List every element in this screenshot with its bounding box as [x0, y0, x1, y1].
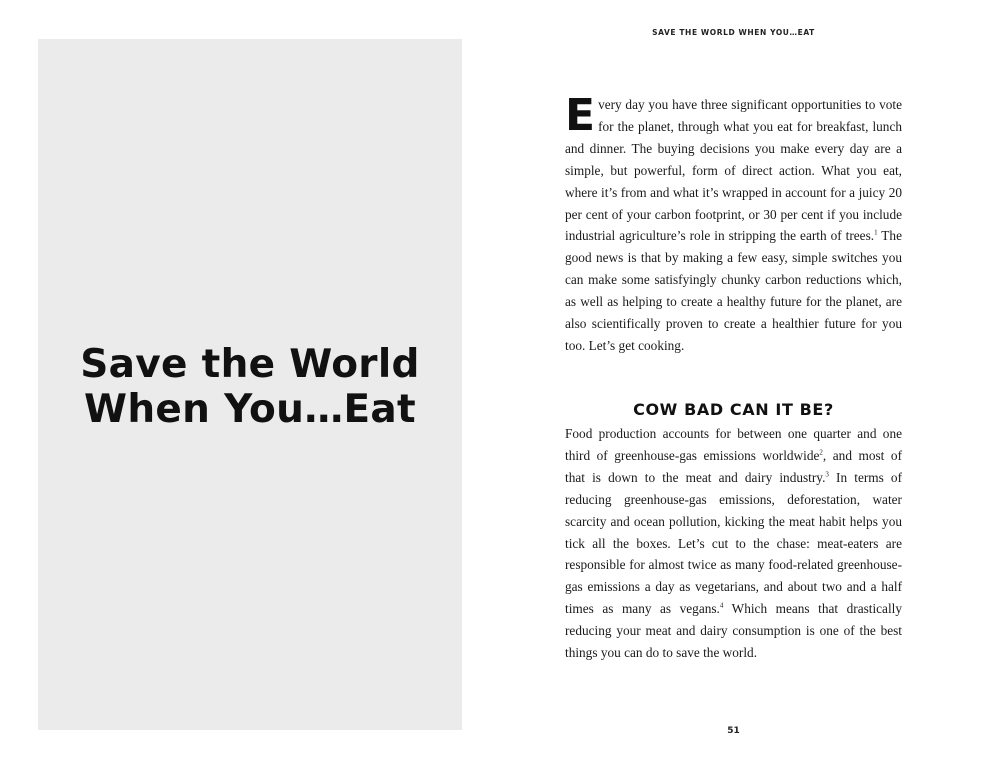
intro-text-part-2: The good news is that by making a few easy, simple switches you can make some satisfyingly chunky carbon reductions which, as well as helping to create a healthy future for the planet, are also scientifically proven to create a healthier future for you too. Let’s get cooking.: [565, 228, 902, 353]
section-text-part-4: Which means that drastically reducing your meat and dairy consumption is one of the best things you can do to save the world.: [565, 601, 902, 661]
section-text-part-3: In terms of reducing greenhouse-gas emissions, deforestation, water scarcity and ocean pollution, kicking the meat habit helps you tick all the boxes. Let’s cut to the chase: meat-eaters are responsible for almost twice as many food-related greenhouse-gas emissions a day as vegetarians, and about two and a half times as many as vegans.: [565, 469, 902, 617]
footnote-ref-4: 4: [719, 601, 724, 610]
section-heading: COW BAD CAN IT BE?: [633, 400, 834, 419]
footnote-ref-1: 1: [874, 229, 878, 238]
section-text-part-1: Food production accounts for between one quarter and one third of greenhouse-gas emissions worldwide: [565, 426, 902, 463]
section-paragraph: [565, 423, 902, 664]
footnote-ref-3: 3: [825, 470, 829, 479]
running-head: SAVE THE WORLD WHEN YOU…EAT: [652, 28, 815, 37]
intro-text-part-1: very day you have three significant opportunities to vote for the planet, through what you eat for breakfast, lunch and dinner. The buying decisions you make every day are a simple, but powerful, form of direct action. What you eat, where it’s from and what it’s wrapped in account for a juicy 20 per cent of your carbon footprint, or 30 per cent if you include industrial agriculture’s role in stripping the earth of trees.: [565, 97, 902, 244]
drop-cap: E: [565, 90, 596, 141]
left-page-panel: [38, 39, 462, 730]
intro-paragraph: [565, 90, 902, 357]
footnote-ref-2: 2: [819, 448, 823, 457]
page-number: 51: [727, 726, 740, 736]
chapter-title-line-1: Save the World: [80, 342, 420, 387]
section-text-part-2: , and most of that is down to the meat and dairy industry.: [565, 447, 903, 485]
chapter-title-line-2: When You…Eat: [84, 387, 416, 432]
chapter-title: [38, 342, 462, 432]
